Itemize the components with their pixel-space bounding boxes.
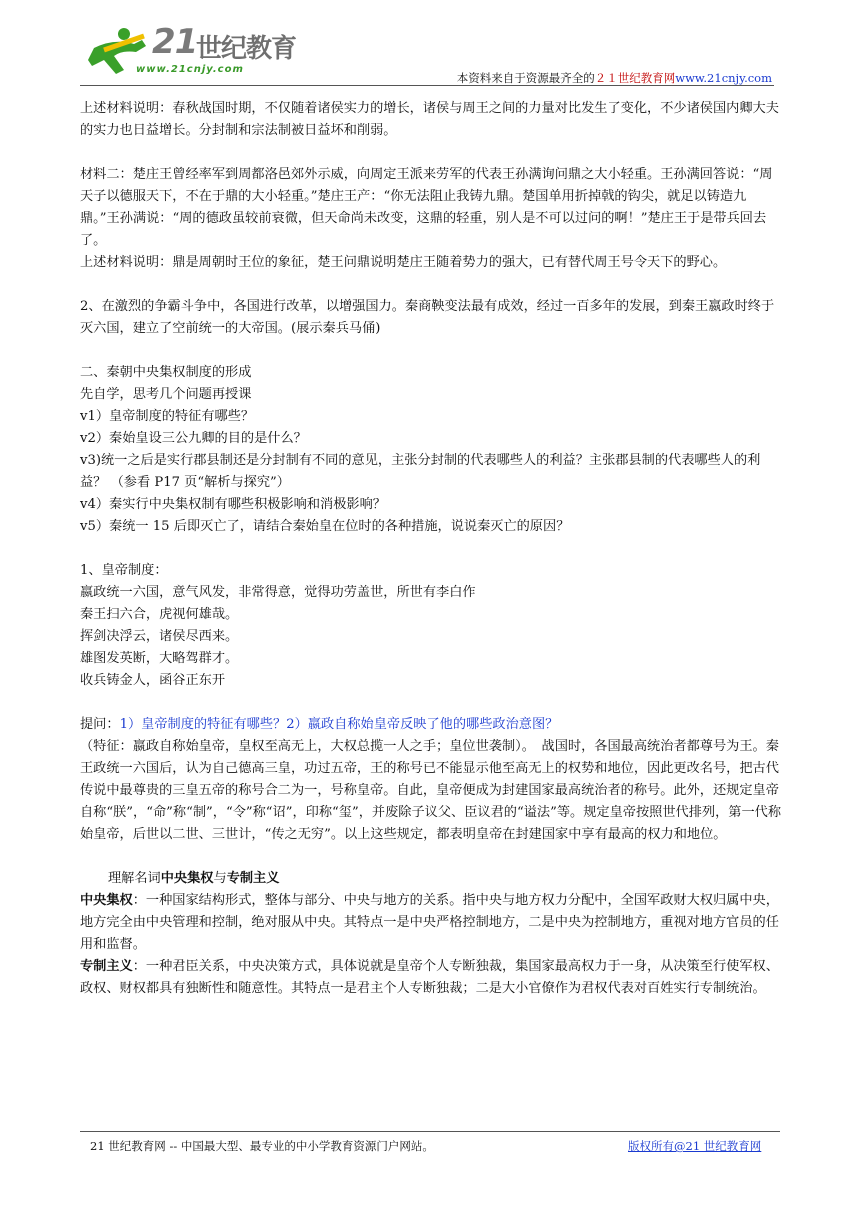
tagline-highlight: ２１世纪教育网	[594, 71, 676, 85]
definition-autocracy: 专制主义：一种君臣关系，中央决策方式，具体说就是皇帝个人专断独裁，集国家最高权力于一身，从决策至行使军权、政权、财权都具有独断性和随意性。其特点一是君主个人专断独裁；二是大小官僚作为君权代表对百姓实行专制统治。	[80, 959, 779, 996]
list-item: v5）秦统一 15 后即灭亡了，请结合秦始皇在位时的各种措施，说说秦灭亡的原因？	[80, 519, 570, 534]
page-header	[80, 22, 780, 84]
term-label: 专制主义	[80, 959, 133, 974]
paragraph: 先自学，思考几个问题再授课	[80, 387, 252, 402]
copyright-link[interactable]: 版权所有@21 世纪教育网	[628, 1139, 762, 1153]
list-item: v1）皇帝制度的特征有哪些？	[80, 409, 255, 424]
logo-number: 21	[152, 22, 198, 62]
poem-line: 雄图发英断，大略驾群才。	[80, 651, 239, 666]
list-item: v2）秦始皇设三公九卿的目的是什么？	[80, 431, 307, 446]
header-tagline	[457, 70, 772, 86]
footer-text: 21 世纪教育网 -- 中国最大型、最专业的中小学教育资源门户网站。	[90, 1139, 434, 1153]
paragraph: 上述材料说明：春秋战国时期，不仅随着诸侯实力的增长，诸侯与周王之间的力量对比发生了变化，不少诸侯国内卿大夫的实力也日益增长。分封制和宗法制被日益坏和削弱。	[80, 101, 779, 138]
paragraph: 材料二：楚庄王曾经率军到周都洛邑郊外示威，向周定王派来劳军的代表王孙满询问鼎之大小轻重。王孙满回答说：“周天子以德服天下，不在于鼎的大小轻重。”楚庄王产：“你无法阻止我铸九鼎。楚国单用折掉戟的钩尖，就足以铸造九鼎。”王孙满说：“周的德政虽较前衰微，但天命尚未改变，这鼎的轻重，别人是不可以过问的啊！”楚庄王于是带兵回去了。	[80, 167, 773, 248]
question-label: 提问：	[80, 717, 120, 732]
paragraph: 上述材料说明：鼎是周朝时王位的象征，楚王问鼎说明楚庄王随着势力的强大，已有替代周王号令天下的野心。	[80, 255, 727, 270]
tagline-url[interactable]: www.21cnjy.com	[675, 71, 772, 85]
subsection-title: 1、皇帝制度：	[80, 563, 168, 578]
list-item: v3)统一之后是实行郡县制还是分封制有不同的意见，主张分封制的代表哪些人的利益？主张郡县制的代表哪些人的利益？ （参看 P17 页“解析与探究”）	[80, 453, 761, 490]
footer-divider	[80, 1131, 780, 1132]
question-text: 1）皇帝制度的特征有哪些？2）嬴政自称始皇帝反映了他的哪些政治意图？	[119, 717, 559, 732]
paragraph: （特征：嬴政自称始皇帝，皇权至高无上，大权总揽一人之手；皇位世袭制）。 战国时，各国最高统治者都尊号为王。秦王政统一六国后，认为自己德高三皇，功过五帝，王的称号已不能显示他至高无上的权势和地位，因此更改名号，把古代传说中最尊贵的三皇五帝的称号合二为一，号称皇帝。自此，皇帝便成为封建国家最高统治者的称号。此外，还规定皇帝自称“朕”，“命”称“制”，“令”称“诏”，印称“玺”，并废除子议父、臣议君的“谥法”等。规定皇帝按照世代排列，第一代称始皇帝，后世以二世、三世计，“传之无穷”。以上这些规定，都表明皇帝在封建国家中享有最高的权力和地位。	[80, 739, 782, 842]
header-divider	[80, 85, 774, 86]
poem-line: 收兵铸金人，函谷正东开	[80, 673, 226, 688]
poem-line: 挥剑决浮云，诸侯尽西来。	[80, 629, 239, 644]
definition-centralization: 中央集权：一种国家结构形式，整体与部分、中央与地方的关系。指中央与地方权力分配中，全国军政财大权归属中央，地方完全由中央管理和控制，绝对服从中央。其特点一是中央严格控制地方，二是中央为控制地方，重视对地方官员的任用和监督。	[80, 893, 779, 952]
list-item: v4）秦实行中央集权制有哪些积极影响和消极影响？	[80, 497, 386, 512]
section-title: 二、秦朝中央集权制度的形成	[80, 365, 252, 380]
site-logo[interactable]	[80, 22, 300, 82]
question	[80, 714, 782, 736]
logo-url: www.21cnjy.com	[136, 64, 244, 75]
paragraph: 嬴政统一六国，意气风发，非常得意，觉得功劳盖世，所世有李白作	[80, 585, 476, 600]
paragraph: 2、在激烈的争霸斗争中，各国进行改革，以增强国力。秦商鞅变法最有成效，经过一百多年的发展，到秦王嬴政时终于灭六国，建立了空前统一的大帝国。(展示秦兵马俑)	[80, 299, 775, 336]
terms-heading: 理解名词中央集权与专制主义	[108, 871, 280, 886]
tagline-prefix: 本资料来自于资源最齐全的	[456, 71, 595, 85]
poem-line: 秦王扫六合，虎视何雄哉。	[80, 607, 239, 622]
term-label: 中央集权	[80, 893, 133, 908]
main-content	[80, 98, 782, 1000]
logo-brand: 世纪教育	[196, 34, 297, 64]
